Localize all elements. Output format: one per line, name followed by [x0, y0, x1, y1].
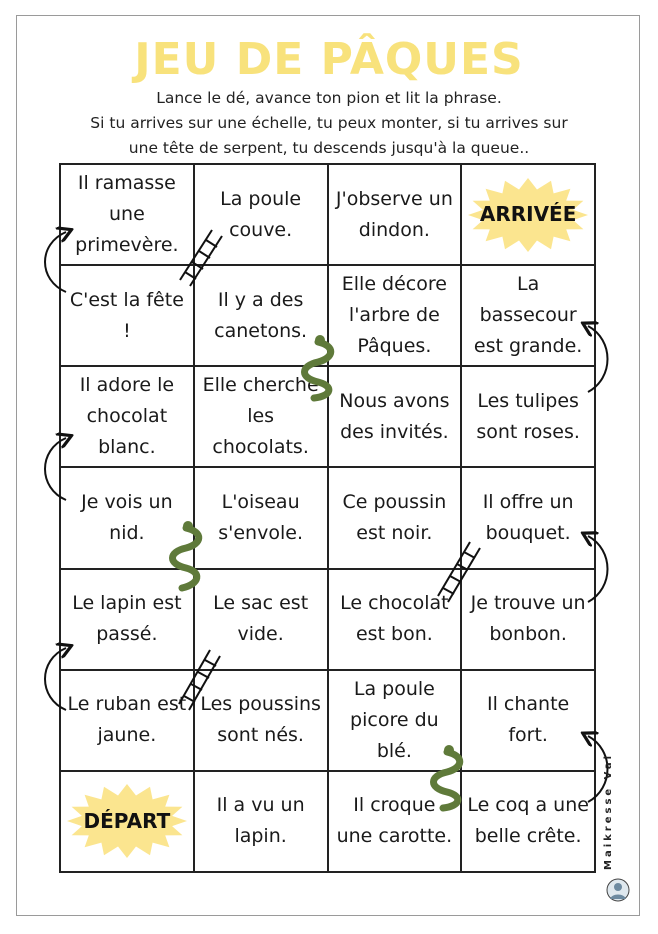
square-cell — [328, 366, 462, 467]
sentence-text: Je vois un nid. — [81, 490, 173, 544]
sentence-text: La poule couve. — [220, 187, 302, 241]
author-credit: Maikresse Val — [603, 752, 614, 870]
square-cell — [60, 265, 194, 366]
sentence-text: Le ruban est jaune. — [67, 693, 187, 747]
square-cell — [328, 569, 462, 670]
sentence-text: Il ramasse une primevère. — [75, 172, 179, 257]
sentence-text: Le coq a une belle crête. — [467, 794, 589, 848]
instruction-line-1: Lance le dé, avance ton pion et lit la phrase. — [156, 89, 502, 107]
sentence-text: Elle cherche les chocolats. — [202, 374, 319, 459]
sentence-text: Les poussins sont nés. — [200, 693, 321, 747]
game-board — [59, 163, 596, 873]
square-cell — [60, 164, 194, 265]
sentence-text: Je trouve un bonbon. — [470, 592, 586, 646]
page-title: JEU DE PÂQUES — [134, 34, 524, 85]
square-cell — [194, 771, 328, 872]
square-cell — [328, 670, 462, 771]
square-cell — [60, 366, 194, 467]
square-cell — [194, 569, 328, 670]
sentence-text: Il chante fort. — [487, 693, 570, 747]
badge-cell — [461, 164, 595, 265]
sentence-text: Il a vu un lapin. — [216, 794, 305, 848]
square-cell — [194, 265, 328, 366]
sentence-text: Les tulipes sont roses. — [476, 389, 580, 443]
instruction-line-2: Si tu arrives sur une échelle, tu peux monter, si tu arrives sur — [90, 114, 568, 132]
square-cell — [461, 467, 595, 568]
square-cell — [194, 366, 328, 467]
author-avatar-icon — [606, 878, 630, 902]
sentence-text: C'est la fête ! — [69, 288, 184, 342]
sentence-text: Nous avons des invités. — [339, 389, 450, 443]
badge-label: DÉPART — [83, 808, 171, 833]
sentence-text: Ce poussin est noir. — [342, 490, 447, 544]
square-cell — [328, 164, 462, 265]
square-cell — [60, 569, 194, 670]
square-cell — [461, 569, 595, 670]
sentence-text: Il offre un bouquet. — [482, 490, 574, 544]
square-cell — [328, 771, 462, 872]
sentence-text: J'observe un dindon. — [335, 187, 453, 241]
sentence-text: Il croque une carotte. — [336, 794, 453, 848]
sentence-text: Il y a des canetons. — [214, 288, 308, 342]
sentence-text: Le lapin est passé. — [72, 592, 182, 646]
sentence-text: Elle décore l'arbre de Pâques. — [341, 273, 447, 358]
square-cell — [461, 771, 595, 872]
sentence-text: L'oiseau s'envole. — [218, 490, 303, 544]
sentence-text: Le sac est vide. — [213, 592, 309, 646]
square-cell — [194, 467, 328, 568]
square-cell — [461, 265, 595, 366]
square-cell — [194, 670, 328, 771]
square-cell — [60, 670, 194, 771]
sentence-text: La poule picore du blé. — [350, 677, 439, 762]
square-cell — [461, 670, 595, 771]
badge-label: ARRIVÉE — [479, 202, 577, 227]
instruction-line-3: une tête de serpent, tu descends jusqu'à la queue.. — [128, 139, 530, 157]
sentence-text: La bassecour est grande. — [473, 273, 583, 358]
sentence-text: Le chocolat est bon. — [340, 592, 449, 646]
square-cell — [328, 467, 462, 568]
badge-cell — [60, 771, 194, 872]
square-cell — [194, 164, 328, 265]
sentence-text: Il adore le chocolat blanc. — [79, 374, 175, 459]
square-cell — [328, 265, 462, 366]
square-cell — [461, 366, 595, 467]
square-cell — [60, 467, 194, 568]
